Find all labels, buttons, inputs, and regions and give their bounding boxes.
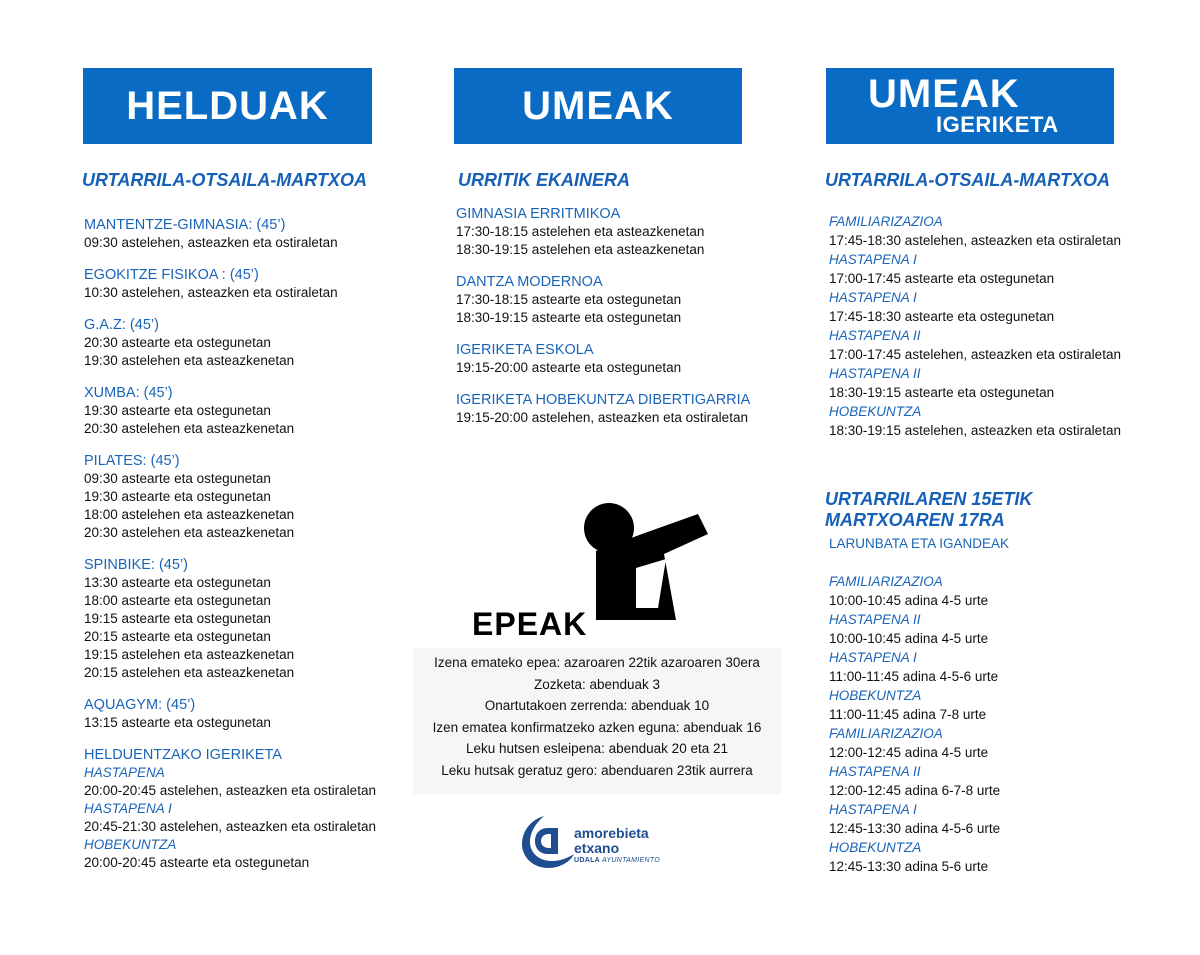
level-label: FAMILIARIZAZIOA bbox=[829, 574, 943, 589]
level-label: HASTAPENA II bbox=[829, 764, 921, 779]
schedule-line: 20:15 astelehen eta asteazkenetan bbox=[84, 665, 295, 680]
schedule-line: 19:30 astearte eta ostegunetan bbox=[84, 489, 271, 504]
schedule-line: 19:15 astelehen eta asteazkenetan bbox=[84, 647, 295, 662]
schedule-line: 13:15 astearte eta ostegunetan bbox=[84, 715, 271, 730]
igeriketa-eskola-title: IGERIKETA ESKOLA bbox=[456, 342, 594, 358]
schedule-line: 13:30 astearte eta ostegunetan bbox=[84, 575, 271, 590]
level-label: HASTAPENA I bbox=[829, 650, 917, 665]
schedule-line: 20:30 astearte eta ostegunetan bbox=[84, 335, 271, 350]
epeak-line: Izena emateko epea: azaroaren 22tik azaroaren 30era bbox=[434, 655, 760, 670]
logo-line3 bbox=[574, 856, 660, 866]
level-label: FAMILIARIZAZIOA bbox=[829, 726, 943, 741]
epeak-line: Izen ematea konfirmatzeko azken eguna: abenduak 16 bbox=[432, 719, 762, 735]
schedule-line: 12:45-13:30 adina 4-5-6 urte bbox=[829, 821, 1001, 836]
schedule-line: 17:00-17:45 astearte eta ostegunetan bbox=[829, 271, 1055, 286]
helduak-banner bbox=[83, 68, 372, 144]
egokitze-title: EGOKITZE FISIKOA : (45’) bbox=[84, 267, 259, 283]
level-label: HOBEKUNTZA bbox=[829, 688, 922, 703]
schedule-line: 18:00 astelehen eta asteazkenetan bbox=[84, 507, 295, 522]
schedule-line: 19:30 astearte eta ostegunetan bbox=[84, 403, 271, 418]
dantza-block bbox=[456, 273, 750, 327]
umeak-schedule bbox=[456, 205, 750, 441]
umeak-banner bbox=[454, 68, 742, 144]
schedule-line: 10:00-10:45 adina 4-5 urte bbox=[829, 631, 989, 646]
amorebieta-logo bbox=[574, 826, 660, 866]
level-label: HASTAPENA I bbox=[84, 801, 172, 816]
aquagym-block bbox=[84, 696, 376, 732]
swimmer-pictogram-icon bbox=[578, 496, 728, 636]
spinbike-block bbox=[84, 556, 376, 682]
gaz-block bbox=[84, 316, 376, 370]
logo-ayuntamiento: AYUNTAMIENTO bbox=[602, 857, 661, 864]
level-label: HASTAPENA bbox=[84, 765, 165, 780]
schedule-line: 19:15-20:00 astearte eta ostegunetan bbox=[456, 360, 682, 375]
epeak-line: Leku hutsak geratuz gero: abenduaren 23tik aurrera bbox=[441, 762, 753, 778]
level-label: HASTAPENA I bbox=[829, 252, 917, 267]
level-label: HOBEKUNTZA bbox=[84, 837, 177, 852]
amorebieta-logo-icon bbox=[518, 814, 578, 872]
schedule-line: 18:30-19:15 astearte eta ostegunetan bbox=[456, 310, 682, 325]
level-label: HOBEKUNTZA bbox=[829, 404, 922, 419]
schedule-line: 12:45-13:30 adina 5-6 urte bbox=[829, 859, 989, 874]
weekend-period-line2: MARTXOAREN 17RA bbox=[825, 510, 1005, 530]
weekend-days-label: LARUNBATA ETA IGANDEAK bbox=[829, 536, 1010, 551]
umeak-igeriketa-subtitle: IGERIKETA bbox=[936, 112, 1059, 137]
umeak-igeriketa-weekday bbox=[829, 212, 1121, 440]
schedule-line: 10:00-10:45 adina 4-5 urte bbox=[829, 593, 989, 608]
xumba-title: XUMBA: (45’) bbox=[84, 385, 173, 401]
schedule-line: 20:30 astelehen eta asteazkenetan bbox=[84, 525, 295, 540]
umeak-igeriketa-banner bbox=[826, 68, 1114, 144]
logo-line2: etxano bbox=[574, 840, 620, 856]
epeak-line: Onartutakoen zerrenda: abenduak 10 bbox=[484, 698, 710, 713]
umeak-igeriketa-weekend bbox=[829, 572, 1000, 876]
umeak-igeriketa-title: UMEAK bbox=[868, 72, 1020, 116]
umeak-period: URRITIK EKAINERA bbox=[458, 170, 631, 190]
schedule-line: 20:00-20:45 astearte eta ostegunetan bbox=[84, 855, 310, 870]
umeak-title: UMEAK bbox=[522, 83, 674, 128]
schedule-line: 10:30 astelehen, asteazken eta ostiraletan bbox=[84, 285, 338, 300]
umeak-igeriketa-period: URTARRILA-OTSAILA-MARTXOA bbox=[825, 170, 1110, 190]
schedule-line: 18:30-19:15 astearte eta ostegunetan bbox=[829, 385, 1055, 400]
schedule-line: 17:00-17:45 astelehen, asteazken eta ostiraletan bbox=[829, 347, 1121, 362]
xumba-block bbox=[84, 384, 376, 438]
level-label: FAMILIARIZAZIOA bbox=[829, 214, 943, 229]
schedule-line: 18:00 astearte eta ostegunetan bbox=[84, 593, 271, 608]
schedule-line: 19:15-20:00 astelehen, asteazken eta ostiraletan bbox=[456, 410, 748, 425]
level-label: HASTAPENA I bbox=[829, 802, 917, 817]
helduentzako-igeriketa-block bbox=[84, 746, 376, 872]
epeak-info-box bbox=[413, 648, 781, 794]
gimnasia-block bbox=[456, 205, 750, 259]
schedule-line: 17:45-18:30 astelehen, asteazken eta ostiraletan bbox=[829, 233, 1121, 248]
level-label: HASTAPENA II bbox=[829, 328, 921, 343]
pilates-block bbox=[84, 452, 376, 542]
schedule-line: 20:30 astelehen eta asteazkenetan bbox=[84, 421, 295, 436]
schedule-line: 17:30-18:15 astearte eta ostegunetan bbox=[456, 292, 682, 307]
schedule-line: 19:30 astelehen eta asteazkenetan bbox=[84, 353, 295, 368]
epeak-line: Zozketa: abenduak 3 bbox=[533, 676, 661, 692]
igeriketa-hobekuntza-title: IGERIKETA HOBEKUNTZA DIBERTIGARRIA bbox=[456, 392, 751, 408]
igeriketa-hobekuntza-block bbox=[456, 391, 750, 427]
schedule-line: 19:15 astearte eta ostegunetan bbox=[84, 611, 271, 626]
pilates-title: PILATES: (45’) bbox=[84, 453, 180, 469]
epeak-title: EPEAK bbox=[472, 606, 588, 642]
schedule-line: 12:00-12:45 adina 4-5 urte bbox=[829, 745, 989, 760]
gimnasia-title: GIMNASIA ERRITMIKOA bbox=[456, 206, 621, 222]
mantentze-title: MANTENTZE-GIMNASIA: (45’) bbox=[84, 217, 286, 233]
schedule-line: 20:15 astearte eta ostegunetan bbox=[84, 629, 271, 644]
helduak-period: URTARRILA-OTSAILA-MARTXOA bbox=[82, 170, 367, 190]
helduak-schedule bbox=[84, 216, 376, 886]
schedule-line: 17:45-18:30 astearte eta ostegunetan bbox=[829, 309, 1055, 324]
helduentzako-igeriketa-title: HELDUENTZAKO IGERIKETA bbox=[84, 747, 282, 763]
schedule-line: 17:30-18:15 astelehen eta asteazkenetan bbox=[456, 224, 705, 239]
helduak-title: HELDUAK bbox=[126, 83, 329, 128]
aquagym-title: AQUAGYM: (45’) bbox=[84, 697, 196, 713]
gaz-title: G.A.Z: (45’) bbox=[84, 317, 159, 333]
schedule-line: 20:45-21:30 astelehen, asteazken eta ostiraletan bbox=[84, 819, 376, 834]
schedule-line: 18:30-19:15 astelehen eta asteazkenetan bbox=[456, 242, 705, 257]
schedule-line: 12:00-12:45 adina 6-7-8 urte bbox=[829, 783, 1001, 798]
schedule-line: 11:00-11:45 adina 7-8 urte bbox=[829, 707, 987, 722]
schedule-line: 18:30-19:15 astelehen, asteazken eta ostiraletan bbox=[829, 423, 1121, 438]
epeak-line: Leku hutsen esleipena: abenduak 20 eta 21 bbox=[466, 741, 728, 756]
mantentze-block bbox=[84, 216, 376, 252]
schedule-line: 09:30 astelehen, asteazken eta ostiraletan bbox=[84, 235, 338, 250]
schedule-line: 09:30 astearte eta ostegunetan bbox=[84, 471, 271, 486]
level-label: HASTAPENA II bbox=[829, 366, 921, 381]
logo-line1: amorebieta bbox=[574, 825, 649, 841]
dantza-title: DANTZA MODERNOA bbox=[456, 274, 603, 290]
schedule-line: 11:00-11:45 adina 4-5-6 urte bbox=[829, 669, 999, 684]
level-label: HOBEKUNTZA bbox=[829, 840, 922, 855]
level-label: HASTAPENA II bbox=[829, 612, 921, 627]
igeriketa-eskola-block bbox=[456, 341, 750, 377]
schedule-line: 20:00-20:45 astelehen, asteazken eta ostiraletan bbox=[84, 783, 376, 798]
spinbike-title: SPINBIKE: (45’) bbox=[84, 557, 188, 573]
level-label: HASTAPENA I bbox=[829, 290, 917, 305]
weekend-period-line1: URTARRILAREN 15ETIK bbox=[825, 489, 1033, 509]
logo-udala: UDALA bbox=[574, 857, 600, 864]
egokitze-block bbox=[84, 266, 376, 302]
